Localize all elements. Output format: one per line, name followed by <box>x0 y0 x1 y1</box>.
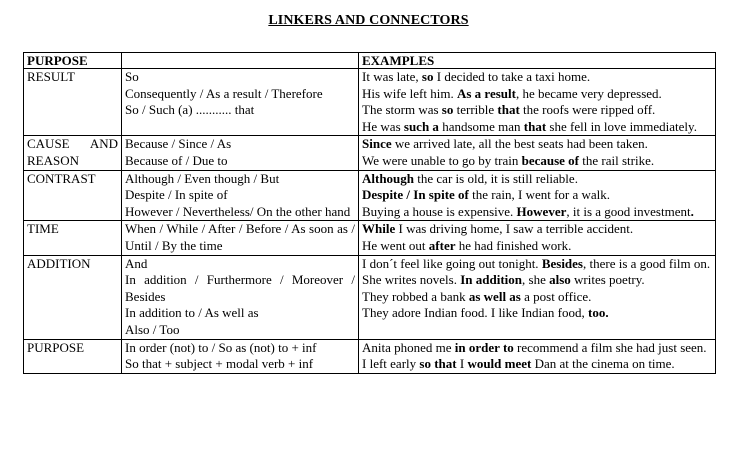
page-title: LINKERS AND CONNECTORS <box>268 13 469 28</box>
example-text: He was <box>362 118 404 134</box>
table-row <box>24 221 716 255</box>
example-text: the roofs were ripped off. <box>519 102 656 118</box>
example-text: We were unable to go by train <box>362 152 522 168</box>
table-header-row <box>24 53 716 69</box>
linker-line: So <box>125 69 139 84</box>
header-linkers <box>122 53 359 69</box>
linker-highlight: While <box>362 221 396 237</box>
example-text: , it is a good investment <box>566 203 691 219</box>
example-text: Buying a house is expensive. <box>362 203 517 219</box>
linker-line: Despite / In spite of <box>125 187 228 203</box>
example-text: Dan at the cinema on time. <box>531 356 675 372</box>
linker-highlight: Despite / In spite of <box>362 187 469 203</box>
linkers-cell <box>122 221 359 255</box>
linkers-cell <box>122 69 359 136</box>
purpose-cell <box>24 221 122 255</box>
table-body <box>24 69 716 374</box>
example-text: I left early <box>362 356 420 372</box>
table-row <box>24 339 716 373</box>
examples-cell <box>359 170 716 221</box>
linker-highlight: so <box>421 69 434 84</box>
linker-highlight: Although <box>362 170 415 186</box>
example-text: It was late, <box>362 69 422 84</box>
table-row <box>24 69 716 136</box>
example-sentence <box>362 221 712 238</box>
example-text: writes poetry. <box>570 272 645 288</box>
linkers-cell <box>122 170 359 221</box>
linker-highlight: that <box>497 102 520 118</box>
example-text: His wife left him. <box>362 85 457 101</box>
linker-highlight: as well as <box>468 288 521 304</box>
example-text: The storm was <box>362 102 442 118</box>
example-text: He went out <box>362 237 429 253</box>
linker-highlight: because of <box>521 152 580 168</box>
linker-line: So that + subject + modal verb + inf <box>125 356 314 372</box>
linker-line: And <box>125 255 148 271</box>
example-sentence <box>362 86 712 103</box>
example-sentence <box>362 187 712 204</box>
examples-cell <box>359 221 716 255</box>
purpose-cell <box>24 170 122 221</box>
example-text: , she <box>522 272 550 288</box>
example-sentence <box>362 69 712 86</box>
example-sentence <box>362 289 712 306</box>
example-sentence <box>362 153 712 170</box>
linker-highlight: in order to <box>454 339 514 355</box>
example-text: terrible <box>453 102 498 118</box>
example-text: a post office. <box>520 288 592 304</box>
purpose-label: CAUSE AND REASON <box>27 136 118 168</box>
example-text: I <box>456 356 468 372</box>
example-text: he had finished work. <box>455 237 572 253</box>
linkers-cell <box>122 339 359 373</box>
example-sentence <box>362 119 712 136</box>
purpose-label: CONTRAST <box>27 170 96 186</box>
example-text: , he became very depressed. <box>515 85 662 101</box>
example-sentence <box>362 238 712 255</box>
linker-highlight: . <box>690 203 694 219</box>
linker-line: Consequently / As a result / Therefore <box>125 85 323 101</box>
example-text: the rain, I went for a walk. <box>468 187 611 203</box>
example-sentence <box>362 102 712 119</box>
example-text: we arrived late, all the best seats had been taken. <box>391 136 648 152</box>
example-text: They robbed a bank <box>362 288 469 304</box>
linker-highlight: However <box>516 203 567 219</box>
linker-line: In addition to / As well as <box>125 305 259 321</box>
example-sentence <box>362 340 712 357</box>
linker-line: So / Such (a) ........... that <box>125 102 255 118</box>
example-text: handsome man <box>438 118 524 134</box>
linker-line: Also / Too <box>125 321 180 337</box>
linker-highlight: so <box>441 102 454 118</box>
linker-highlight: As a result <box>456 85 516 101</box>
linker-line: Because / Since / As <box>125 136 232 152</box>
example-sentence <box>362 136 712 153</box>
example-text: the rail strike. <box>579 152 655 168</box>
example-text: recommend a film she had just seen. <box>513 339 707 355</box>
purpose-cell <box>24 339 122 373</box>
purpose-cell <box>24 136 122 170</box>
example-text: She writes novels. <box>362 272 461 288</box>
linker-highlight: also <box>549 272 571 288</box>
purpose-label: TIME <box>27 221 59 237</box>
table-row <box>24 170 716 221</box>
examples-cell <box>359 136 716 170</box>
linkers-cell <box>122 136 359 170</box>
linkers-table <box>23 52 716 374</box>
example-text: I decided to take a taxi home. <box>433 69 591 84</box>
linker-highlight: that <box>523 118 547 134</box>
linker-line: Although / Even though / But <box>125 170 280 186</box>
example-text: They adore Indian food. I like Indian food, <box>362 305 588 321</box>
linker-highlight: so that <box>419 356 457 372</box>
linker-highlight: after <box>428 237 456 253</box>
example-text: the car is old, it is still reliable. <box>414 170 578 186</box>
examples-cell <box>359 69 716 136</box>
examples-cell <box>359 255 716 339</box>
example-text: she fell in love immediately. <box>546 118 697 134</box>
example-sentence <box>362 204 712 221</box>
linker-line: When / While / After / Before / As soon as / Until / By the time <box>125 221 355 253</box>
linker-line: However / Nevertheless/ On the other hand <box>125 203 351 219</box>
linker-highlight: would meet <box>467 356 532 372</box>
example-sentence <box>362 171 712 188</box>
table-row <box>24 136 716 170</box>
linker-line: Because of / Due to <box>125 152 228 168</box>
purpose-label: ADDITION <box>27 255 91 271</box>
linker-line: In addition / Furthermore / Moreover / Besides <box>125 272 355 304</box>
linker-highlight: Besides <box>541 255 583 271</box>
linkers-cell <box>122 255 359 339</box>
example-text: I don´t feel like going out tonight. <box>362 255 542 271</box>
example-text: , there is a good film on. <box>582 255 711 271</box>
example-sentence <box>362 356 712 373</box>
linker-highlight: such a <box>403 118 439 134</box>
table-row <box>24 255 716 339</box>
purpose-label: RESULT <box>27 69 75 84</box>
header-purpose: PURPOSE <box>24 53 122 69</box>
header-examples: EXAMPLES <box>359 53 716 69</box>
example-sentence <box>362 305 712 322</box>
linker-highlight: In addition <box>460 272 523 288</box>
purpose-cell <box>24 69 122 136</box>
purpose-cell <box>24 255 122 339</box>
example-text: I was driving home, I saw a terrible accident. <box>395 221 634 237</box>
example-sentence <box>362 256 712 273</box>
example-text: Anita phoned me <box>362 339 455 355</box>
linker-line: In order (not) to / So as (not) to + inf <box>125 339 317 355</box>
purpose-label: PURPOSE <box>27 339 85 355</box>
linker-highlight: Since <box>362 136 392 152</box>
example-sentence <box>362 272 712 289</box>
linker-highlight: too. <box>587 305 609 321</box>
examples-cell <box>359 339 716 373</box>
